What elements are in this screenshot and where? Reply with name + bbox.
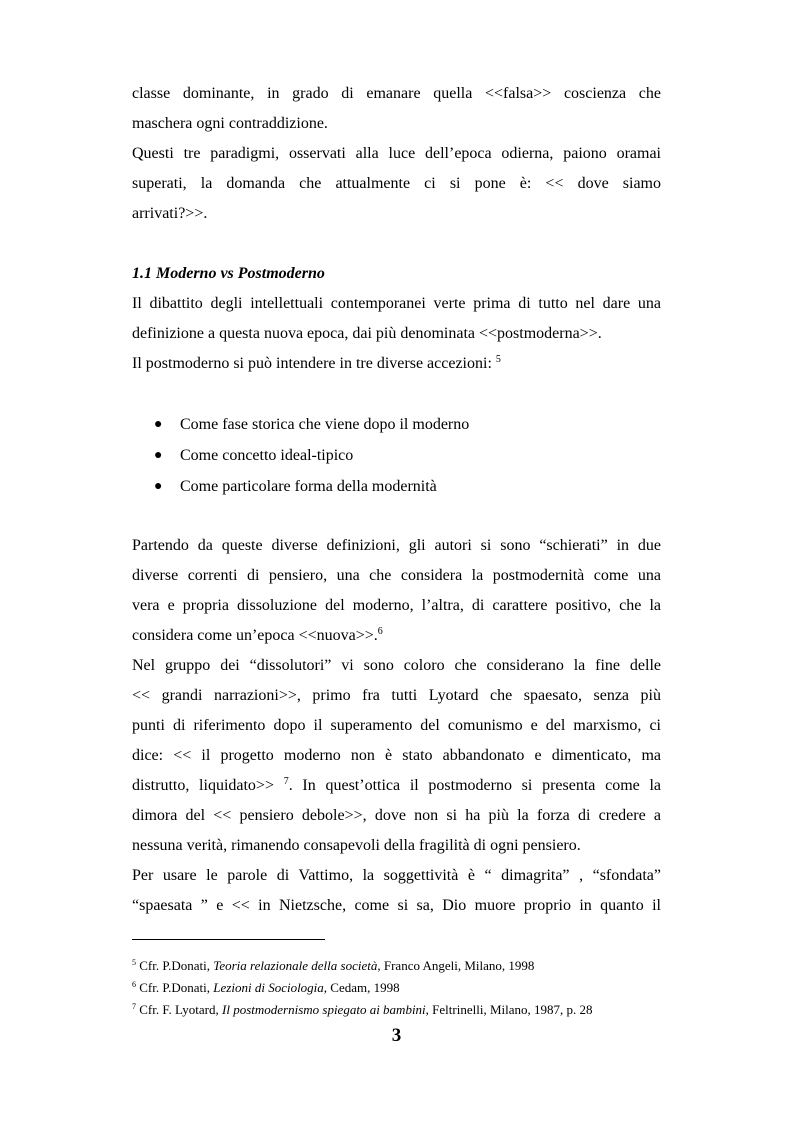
footnote-number: 7 bbox=[132, 1002, 136, 1011]
text-span: Il postmoderno si può intendere in tre diverse accezioni: bbox=[132, 355, 492, 372]
footnote-text: , Cedam, 1998 bbox=[323, 980, 400, 995]
text-line bbox=[132, 621, 661, 651]
footnote-7 bbox=[132, 999, 661, 1021]
paragraph-2 bbox=[132, 139, 661, 229]
footnote-text: Cfr. F. Lyotard, bbox=[139, 1002, 222, 1017]
footnote-ref-7: 7 bbox=[283, 776, 289, 787]
text-line: “spaesata ” e << in Nietzsche, come si sa, Dio muore proprio in quanto il bbox=[132, 897, 661, 914]
text-line: dice: << il progetto moderno non è stato abbandonato e dimenticato, ma bbox=[132, 747, 661, 764]
bullet-icon: ● bbox=[154, 478, 163, 494]
list-item-text: Come particolare forma della modernità bbox=[180, 477, 437, 495]
text-line: Per usare le parole di Vattimo, la soggettività è “ dimagrita” , “sfondata” bbox=[132, 867, 661, 884]
footnote-number: 5 bbox=[132, 958, 136, 967]
bullet-list bbox=[132, 409, 661, 502]
bullet-icon: ● bbox=[154, 416, 163, 432]
footnote-title: Lezioni di Sociologia bbox=[213, 980, 324, 995]
text-line: Il dibattito degli intellettuali contemporanei verte prima di tutto nel dare una bbox=[132, 295, 661, 312]
section-heading bbox=[132, 259, 661, 289]
text-span: considera come un’epoca <<nuova>>. bbox=[132, 627, 378, 644]
paragraph-6 bbox=[132, 861, 661, 921]
text-line bbox=[132, 349, 661, 379]
text-line bbox=[132, 771, 661, 801]
text-line: punti di riferimento dopo il superamento del comunismo e del marxismo, ci bbox=[132, 717, 661, 734]
text-line: classe dominante, in grado di emanare quella <<falsa>> coscienza che bbox=[132, 85, 661, 102]
footnote-number: 6 bbox=[132, 980, 136, 989]
footnote-ref-6: 6 bbox=[377, 626, 383, 637]
text-line: nessuna verità, rimanendo consapevoli della fragilità di ogni pensiero. bbox=[132, 837, 581, 854]
text-line: definizione a questa nuova epoca, dai più denominata <<postmoderna>>. bbox=[132, 325, 602, 342]
footnote-title: Il postmodernismo spiegato ai bambini bbox=[222, 1002, 426, 1017]
text-line: Nel gruppo dei “dissolutori” vi sono coloro che considerano la fine delle bbox=[132, 657, 661, 674]
list-item bbox=[132, 471, 661, 502]
text-line: dimora del << pensiero debole>>, dove non si ha più la forza di credere a bbox=[132, 807, 661, 824]
page-number: 3 bbox=[391, 1025, 402, 1046]
paragraph-3 bbox=[132, 289, 661, 379]
footnote-text: , Franco Angeli, Milano, 1998 bbox=[377, 958, 535, 973]
text-line: << grandi narrazioni>>, primo fra tutti Lyotard che spaesato, senza più bbox=[132, 687, 661, 704]
footnote-5 bbox=[132, 955, 661, 977]
footnote-ref-5: 5 bbox=[495, 354, 501, 365]
section-heading-text: 1.1 Moderno vs Postmoderno bbox=[132, 265, 325, 282]
footnote-separator bbox=[132, 939, 325, 940]
text-line: vera e propria dissoluzione del moderno, l’altra, di carattere positivo, che la bbox=[132, 597, 661, 614]
text-span: . In quest’ottica il postmoderno si presenta come la bbox=[288, 777, 661, 794]
paragraph-5 bbox=[132, 651, 661, 861]
footnote-title: Teoria relazionale della società bbox=[213, 958, 378, 973]
text-line: maschera ogni contraddizione. bbox=[132, 115, 328, 132]
bullet-icon: ● bbox=[154, 447, 163, 463]
footnote-6 bbox=[132, 977, 661, 999]
text-line: Partendo da queste diverse definizioni, gli autori si sono “schierati” in due bbox=[132, 537, 661, 554]
text-line: arrivati?>>. bbox=[132, 205, 208, 222]
text-span: distrutto, liquidato>> bbox=[132, 777, 274, 794]
text-line: diverse correnti di pensiero, una che considera la postmodernità come una bbox=[132, 567, 661, 584]
list-item bbox=[132, 409, 661, 440]
footnotes bbox=[132, 955, 661, 1021]
footnote-text: Cfr. P.Donati, bbox=[139, 980, 214, 995]
text-line: superati, la domanda che attualmente ci si pone è: << dove siamo bbox=[132, 175, 661, 192]
paragraph-4 bbox=[132, 531, 661, 651]
list-item-text: Come concetto ideal-tipico bbox=[180, 446, 354, 464]
footnote-text: , Feltrinelli, Milano, 1987, p. 28 bbox=[425, 1002, 593, 1017]
paragraph-1 bbox=[132, 79, 661, 139]
footnote-text: Cfr. P.Donati, bbox=[139, 958, 214, 973]
text-line: Questi tre paradigmi, osservati alla luce dell’epoca odierna, paiono oramai bbox=[132, 145, 661, 162]
list-item bbox=[132, 440, 661, 471]
list-item-text: Come fase storica che viene dopo il moderno bbox=[180, 415, 470, 433]
